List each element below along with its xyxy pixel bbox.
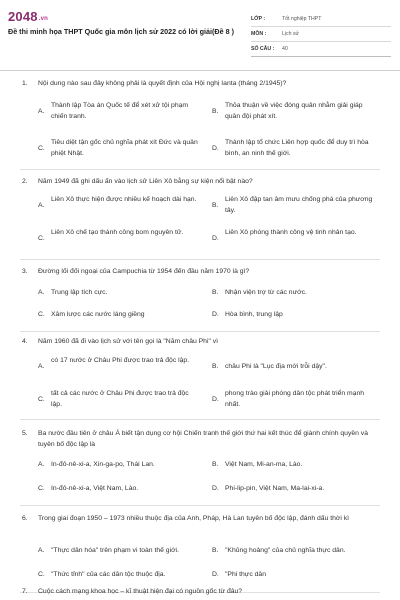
page-header	[0, 0, 400, 62]
option-letter: C.	[38, 571, 45, 578]
question-number: 7.	[22, 588, 28, 595]
option-letter: A.	[38, 547, 45, 554]
option-letter: A.	[38, 461, 45, 468]
option-text: In-đô-nê-xi-a, Việt Nam, Lào.	[51, 485, 139, 492]
exam-meta	[251, 12, 391, 57]
option-text: tất cả các nước ở Châu Phi được trao trả độc lập.	[51, 390, 189, 408]
option-text: Thành lập Tòa án Quốc tế để xét xử tội phạm chiến tranh.	[51, 102, 189, 120]
meta-key: SỐ CÂU :	[251, 46, 275, 52]
question-text: Năm 1960 đã đi vào lịch sử với tên gọi là "Năm châu Phi" vì	[38, 338, 219, 345]
meta-key: LỚP :	[251, 16, 266, 22]
option-text: In-đô-nê-xi-a, Xin-ga-po, Thái Lan.	[51, 461, 155, 468]
option-letter: A.	[38, 202, 45, 209]
meta-row-count	[251, 42, 391, 57]
question-divider	[20, 419, 380, 420]
meta-value: Tốt nghiệp THPT	[282, 16, 322, 22]
option-text: Liên Xô đập tan âm mưu chống phá của phương tây.	[225, 196, 373, 214]
question-text: Trong giai đoạn 1950 – 1973 nhiều thuộc địa của Anh, Pháp, Hà Lan tuyên bố độc lập, đánh dấu thời kì	[38, 515, 350, 522]
option-text: Việt Nam, Mi-an-ma, Lào.	[225, 461, 303, 468]
option-text: châu Phi là "Lục địa mới trỗi dậy".	[225, 363, 327, 370]
question-divider	[20, 259, 380, 260]
option-letter: D.	[212, 396, 219, 403]
option-text: Tiêu diệt tận gốc chủ nghĩa phát xít Đức và quân phiệt Nhật.	[51, 139, 198, 157]
option-letter: C.	[38, 485, 45, 492]
option-letter: B.	[212, 202, 219, 209]
question-text: Cuộc cách mạng khoa học – kĩ thuật hiện đại có nguồn gốc từ đâu?	[38, 588, 243, 595]
question-divider	[20, 505, 380, 506]
logo-suffix: .vn	[38, 16, 49, 22]
question-number: 1.	[22, 80, 28, 87]
question-number: 5.	[22, 430, 28, 437]
option-text: có 17 nước ở Châu Phi được trao trả độc lập.	[51, 357, 190, 364]
option-text: Phi-lip-pin, Việt Nam, Ma-lai-xi-a.	[225, 485, 325, 492]
option-text: Xâm lược các nước láng giềng	[51, 311, 145, 318]
option-letter: D.	[212, 311, 219, 318]
option-text: "Thức tỉnh" của các dân tộc thuộc địa.	[51, 571, 166, 578]
meta-row-subject	[251, 27, 391, 42]
question-number: 4.	[22, 338, 28, 345]
option-text: "Phi thực dân	[225, 571, 266, 578]
option-letter: C.	[38, 311, 45, 318]
exam-title: Đề thi minh họa THPT Quốc gia môn lịch sử 2022 có lời giải(Đề 8 )	[8, 27, 234, 36]
option-text: Hòa bình, trung lập	[225, 311, 283, 318]
option-letter: D.	[212, 571, 219, 578]
option-text: Thỏa thuận về việc đóng quân nhằm giải giáp quân đội phát xít.	[225, 102, 363, 120]
question-divider	[20, 331, 380, 332]
question-text: Năm 1949 đã ghi dấu ấn vào lịch sử Liên Xô bằng sự kiện nổi bật nào?	[38, 178, 253, 185]
option-letter: D.	[212, 235, 219, 242]
question-text: Đường lối đối ngoại của Campuchia từ 1954 đến đầu năm 1970 là gì?	[38, 268, 250, 275]
meta-row-class	[251, 12, 391, 27]
meta-value: 40	[282, 46, 288, 52]
option-text: Nhận viện trợ từ các nước.	[225, 289, 307, 296]
logo-text: 2048	[8, 9, 38, 24]
option-letter: A.	[38, 108, 45, 115]
option-letter: C.	[38, 396, 45, 403]
option-letter: B.	[212, 363, 219, 370]
question-number: 2.	[22, 178, 28, 185]
meta-key: MÔN :	[251, 31, 267, 37]
option-text: Liên Xô thực hiện được nhiều kế hoạch dài hạn.	[51, 196, 197, 203]
question-number: 3.	[22, 268, 28, 275]
option-letter: B.	[212, 461, 219, 468]
option-text: phong trào giải phóng dân tộc phát triển mạnh nhất.	[225, 390, 365, 408]
option-letter: C.	[38, 235, 45, 242]
option-text: Liên Xô phóng thành công vệ tinh nhân tạo.	[225, 229, 357, 236]
question-number: 6.	[22, 515, 28, 522]
option-letter: B.	[212, 108, 219, 115]
site-logo[interactable]	[8, 9, 48, 24]
option-text: "Khủng hoảng" của chủ nghĩa thực dân.	[225, 547, 346, 554]
option-letter: D.	[212, 485, 219, 492]
option-letter: A.	[38, 289, 45, 296]
option-text: Thành lập tổ chức Liên hợp quốc để duy trì hòa bình, an ninh thế giới.	[225, 139, 369, 157]
option-letter: B.	[212, 289, 219, 296]
question-text: Ba nước đầu tiên ở châu Á biết tận dụng cơ hội Chiến tranh thế giới thứ hai kết thúc để giành chính quyền và tuyên bố độc lập là	[38, 430, 368, 448]
meta-value: Lịch sử	[282, 31, 300, 37]
question-divider	[20, 169, 380, 170]
option-text: Trung lập tích cực.	[51, 289, 108, 296]
question-text: Nội dung nào sau đây không phải là quyết định của Hội nghị Ianta (tháng 2/1945)?	[38, 80, 287, 87]
header-divider	[0, 70, 400, 71]
option-letter: A.	[38, 363, 45, 370]
option-text: Liên Xô chế tạo thành công bom nguyên tử.	[51, 229, 184, 236]
option-letter: D.	[212, 145, 219, 152]
option-letter: C.	[38, 145, 45, 152]
option-letter: B.	[212, 547, 219, 554]
option-text: "Thực dân hóa" trên phạm vi toàn thế giới.	[51, 547, 179, 554]
